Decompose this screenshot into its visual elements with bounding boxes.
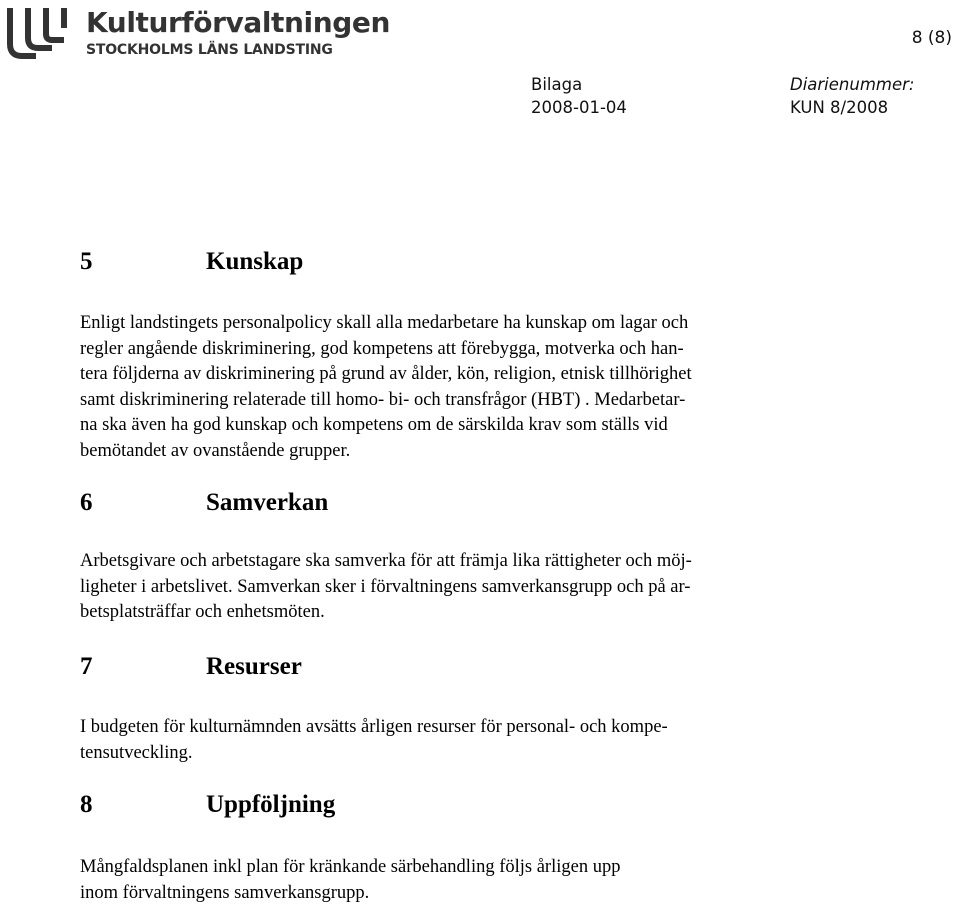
section-number: 5 <box>80 248 93 275</box>
body-line: tensutveckling. <box>80 742 193 763</box>
section-number: 7 <box>80 653 93 680</box>
body-line: Mångfaldsplanen inkl plan för kränkande särbehandling följs årligen upp <box>80 857 621 877</box>
body-line: I budgeten för kulturnämnden avsätts årligen resurser för personal- och kompe- <box>80 717 668 737</box>
body-line: Arbetsgivare och arbetstagare ska samverka för att främja lika rättigheter och möj- <box>80 551 692 571</box>
section-number: 8 <box>80 791 93 818</box>
body-line: bemötandet av ovanstående grupper. <box>80 440 351 461</box>
section-title: Uppföljning <box>206 791 336 818</box>
body-line: betsplatsträffar och enhetsmöten. <box>80 602 325 622</box>
logo-emblem-icon <box>6 4 78 60</box>
section-title: Samverkan <box>206 489 329 516</box>
body-line: ligheter i arbetslivet. Samverkan sker i förvaltningens samverkansgrupp och på ar- <box>80 576 691 597</box>
section-title: Resurser <box>206 653 302 680</box>
page-number: 8 (8) <box>911 28 952 48</box>
body-line: regler angående diskriminering, god kompetens att förebygga, motverka och han- <box>80 338 684 359</box>
body-line: tera följderna av diskriminering på grund av ålder, kön, religion, etnisk tillhörighet <box>80 364 692 384</box>
section-heading-samverkan <box>80 489 328 517</box>
section-heading-kunskap <box>80 248 303 276</box>
section-number: 6 <box>80 489 93 516</box>
registration-number: KUN 8/2008 <box>790 98 889 117</box>
organization-logo <box>6 4 391 60</box>
section-heading-uppfoljning <box>80 791 335 819</box>
body-line: na ska även ha god kunskap och kompetens om de särskilda krav som ställs vid <box>80 415 668 435</box>
section-body-kunskap <box>80 311 820 464</box>
attachment-label: Bilaga <box>531 75 583 94</box>
section-body-resurser <box>80 715 820 766</box>
logo-subtitle: STOCKHOLMS LÄNS LANDSTING <box>86 42 333 58</box>
section-title: Kunskap <box>206 248 304 275</box>
section-heading-resurser <box>80 653 302 681</box>
document-date: 2008-01-04 <box>531 98 627 117</box>
body-line: samt diskriminering relaterade till homo- bi- och transfrågor (HBT) . Medarbetar- <box>80 389 686 410</box>
body-line: inom förvaltningens samverkansgrupp. <box>80 882 370 903</box>
section-body-samverkan <box>80 549 820 626</box>
logo-title: Kulturförvaltningen <box>86 6 391 39</box>
body-line: Enligt landstingets personalpolicy skall alla medarbetare ha kunskap om lagar och <box>80 313 689 333</box>
section-body-uppfoljning <box>80 855 820 906</box>
registration-number-label: Diarienummer: <box>790 75 915 94</box>
